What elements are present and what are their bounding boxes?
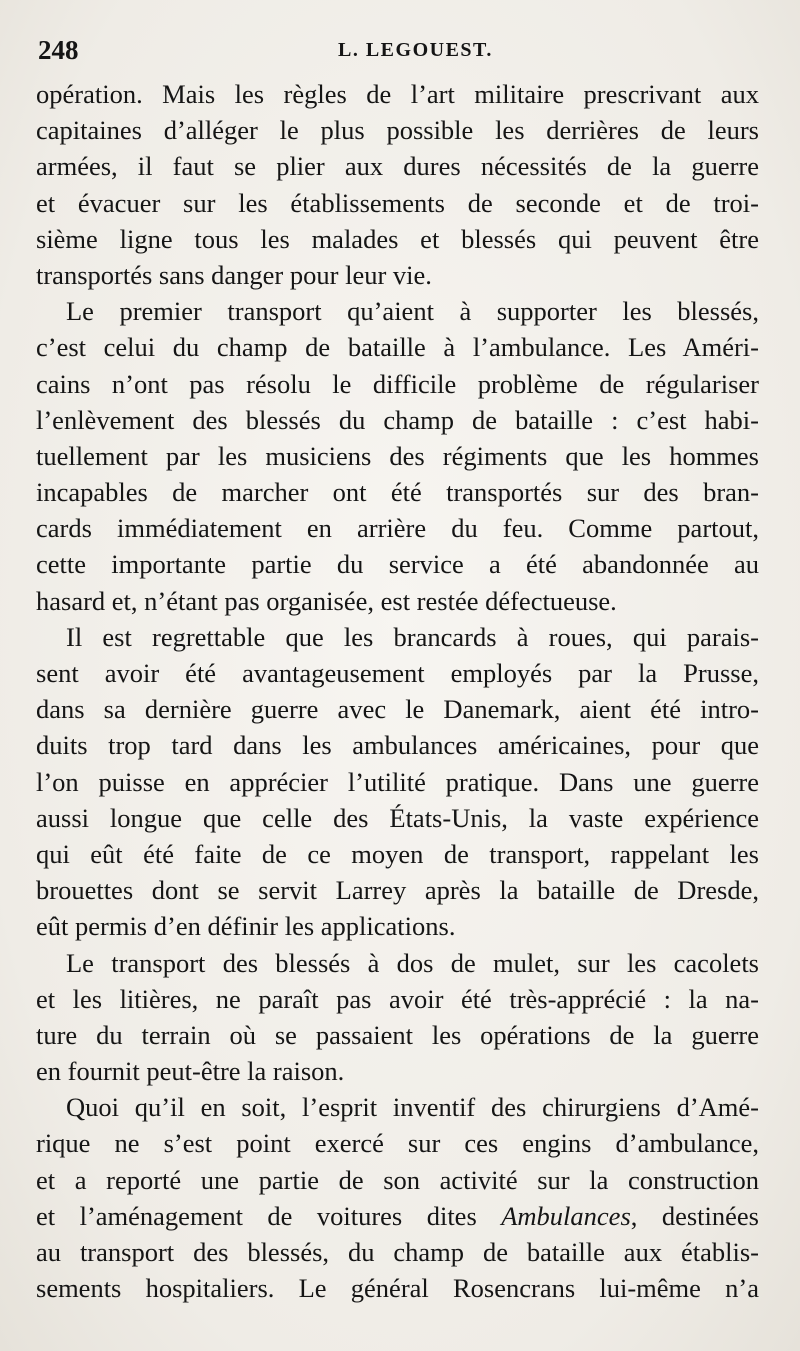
text-line: Il est regrettable que les brancards à roues, qui parais- (66, 621, 759, 652)
text-line: Le transport des blessés à dos de mulet, sur les cacolets (66, 947, 759, 978)
text-line: dans sa dernière guerre avec le Danemark, aient été intro- (36, 694, 759, 725)
text-line: en fournit peut-être la raison. (36, 1056, 345, 1087)
text-line: Le premier transport qu’aient à supporter les blessés, (66, 296, 759, 327)
page-number: 248 (38, 35, 79, 65)
italic-term: Ambulances (501, 1200, 631, 1231)
text-line: sements hospitaliers. Le général Rosencrans lui-même n’a (36, 1273, 759, 1304)
text-line: et l’aménagement de voitures dites Ambulances, destinées (36, 1200, 759, 1231)
text-line: cards immédiatement en arrière du feu. Comme partout, (36, 513, 759, 544)
page-header (38, 30, 758, 70)
text-line: qui eût été faite de ce moyen de transport, rappelant les (36, 838, 759, 869)
text-line: rique ne s’est point exercé sur ces engins d’ambulance, (36, 1128, 759, 1159)
text-line: et évacuer sur les établissements de seconde et de troi- (36, 187, 759, 218)
text-line: et a reporté une partie de son activité sur la construction (36, 1164, 759, 1195)
text-line: et les litières, ne paraît pas avoir été très-apprécié : la na- (36, 983, 759, 1014)
text-line: c’est celui du champ de bataille à l’ambulance. Les Améri- (36, 332, 759, 363)
text-line: cains n’ont pas résolu le difficile problème de régulariser (36, 368, 759, 399)
text-line: l’enlèvement des blessés du champ de bataille : c’est habi- (36, 404, 759, 435)
text-line: ture du terrain où se passaient les opérations de la guerre (36, 1019, 759, 1050)
text-line: hasard et, n’étant pas organisée, est restée défectueuse. (36, 585, 617, 616)
body-text (36, 76, 759, 1306)
running-head: L. LEGOUEST. (338, 39, 493, 61)
text-line: sième ligne tous les malades et blessés qui peuvent être (36, 223, 759, 254)
text-line: Quoi qu’il en soit, l’esprit inventif des chirurgiens d’Amé- (66, 1092, 759, 1123)
text-line: capitaines d’alléger le plus possible les derrières de leurs (36, 115, 759, 146)
text-line: au transport des blessés, du champ de bataille aux établis- (36, 1237, 759, 1267)
text-line: aussi longue que celle des États-Unis, la vaste expérience (36, 802, 759, 833)
text-line: sent avoir été avantageusement employés par la Prusse, (36, 658, 759, 688)
text-line: eût permis d’en définir les applications. (36, 911, 456, 942)
text-line: opération. Mais les règles de l’art militaire prescrivant aux (36, 79, 759, 109)
text-line: armées, il faut se plier aux dures nécessités de la guerre (36, 151, 759, 182)
text-line: transportés sans danger pour leur vie. (36, 259, 432, 290)
text-line: cette importante partie du service a été abandonnée au (36, 549, 759, 580)
text-line: l’on puisse en apprécier l’utilité pratique. Dans une guerre (36, 766, 759, 797)
text-line: brouettes dont se servit Larrey après la bataille de Dresde, (36, 875, 759, 906)
text-line: incapables de marcher ont été transportés sur des bran- (36, 477, 759, 508)
text-line: tuellement par les musiciens des régiments que les hommes (36, 440, 759, 471)
text-line: duits trop tard dans les ambulances américaines, pour que (36, 730, 759, 761)
